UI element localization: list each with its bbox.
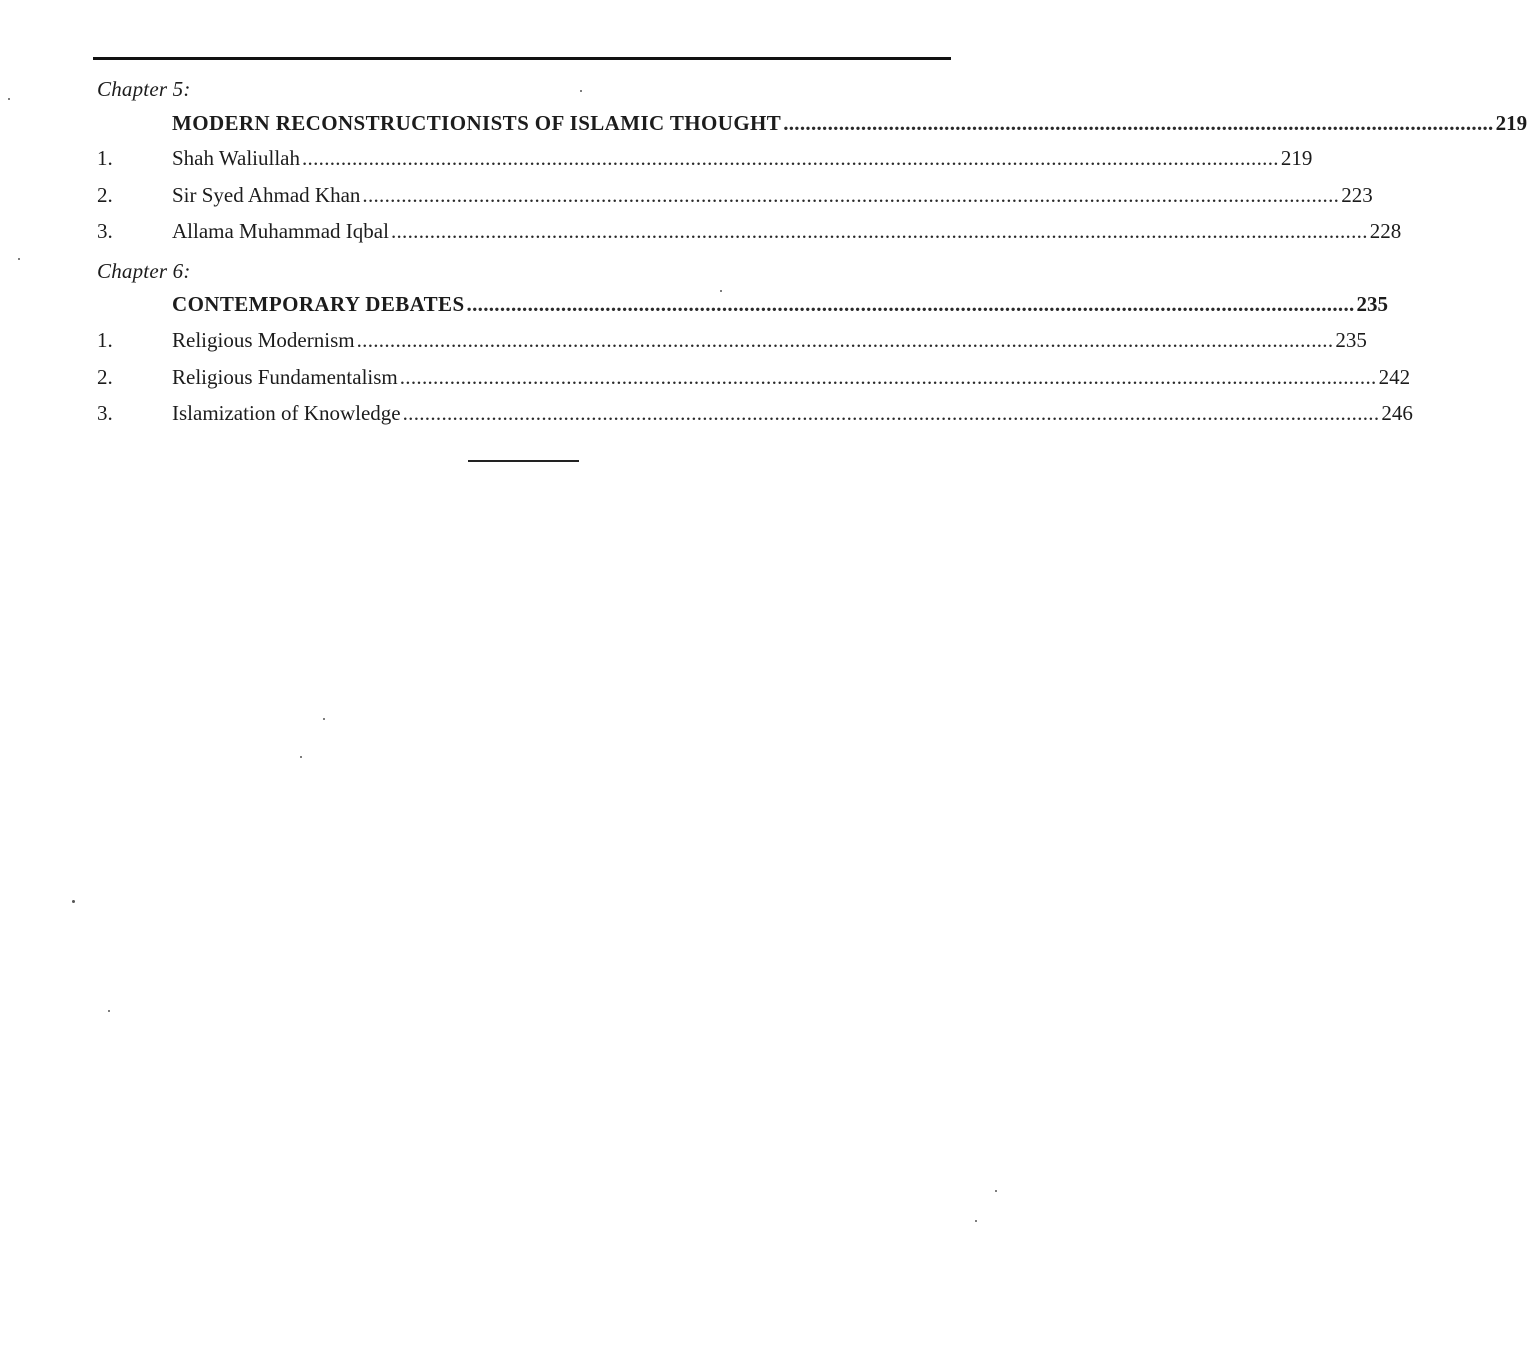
page-number: 219 xyxy=(1495,111,1527,135)
entry-number: 3. xyxy=(97,219,113,243)
entry-title: Religious Modernism xyxy=(172,328,355,352)
top-rule xyxy=(93,57,951,60)
page-number: 219 xyxy=(1280,146,1313,170)
toc-entry[interactable] xyxy=(97,180,1373,210)
entry-number: 2. xyxy=(97,365,113,389)
chapter-5-label: Chapter 5: xyxy=(97,77,191,101)
entry-number: 1. xyxy=(97,328,113,352)
toc-entry[interactable] xyxy=(97,398,1413,428)
end-rule xyxy=(468,460,579,462)
entry-title: Sir Syed Ahmad Khan xyxy=(172,183,361,207)
entry-title: Allama Muhammad Iqbal xyxy=(172,219,389,243)
dot-leader: ................................................................................................................................................................ xyxy=(466,292,1355,316)
chapter-6-heading[interactable] xyxy=(97,289,1389,319)
page-number: 223 xyxy=(1341,183,1373,207)
dot-leader: ................................................................................................................................................................................ xyxy=(362,183,1340,207)
page-number: 242 xyxy=(1378,365,1411,389)
entry-title: Religious Fundamentalism xyxy=(172,365,398,389)
chapter-6-label: Chapter 6: xyxy=(97,259,191,283)
entry-number: 2. xyxy=(97,183,113,207)
page-number: 246 xyxy=(1381,401,1413,425)
dot-leader: ................................................................................................................................................................................ xyxy=(356,328,1334,352)
heading-title: CONTEMPORARY DEBATES xyxy=(172,292,465,316)
toc-entry[interactable] xyxy=(97,325,1367,355)
entry-title: Islamization of Knowledge xyxy=(172,401,401,425)
dot-leader: ................................................................................................................................................................................ xyxy=(402,401,1380,425)
entry-title: Shah Waliullah xyxy=(172,146,300,170)
toc-entry[interactable] xyxy=(97,362,1411,392)
toc-entry[interactable] xyxy=(97,216,1402,246)
heading-title: MODERN RECONSTRUCTIONISTS OF ISLAMIC THOUGHT xyxy=(172,111,782,135)
dot-leader: ................................................................................................................................................................................ xyxy=(390,219,1368,243)
dot-leader: ................................................................................................................................................................................ xyxy=(302,146,1279,170)
entry-number: 3. xyxy=(97,401,113,425)
page-number: 235 xyxy=(1356,292,1389,316)
toc-entry[interactable] xyxy=(97,143,1313,173)
page-number: 235 xyxy=(1335,328,1367,352)
entry-number: 1. xyxy=(97,146,113,170)
dot-leader: ................................................................................................................................ xyxy=(783,111,1494,135)
chapter-5-heading[interactable] xyxy=(97,108,1527,138)
dot-leader: ................................................................................................................................................................................ xyxy=(399,365,1377,389)
page-number: 228 xyxy=(1369,219,1402,243)
